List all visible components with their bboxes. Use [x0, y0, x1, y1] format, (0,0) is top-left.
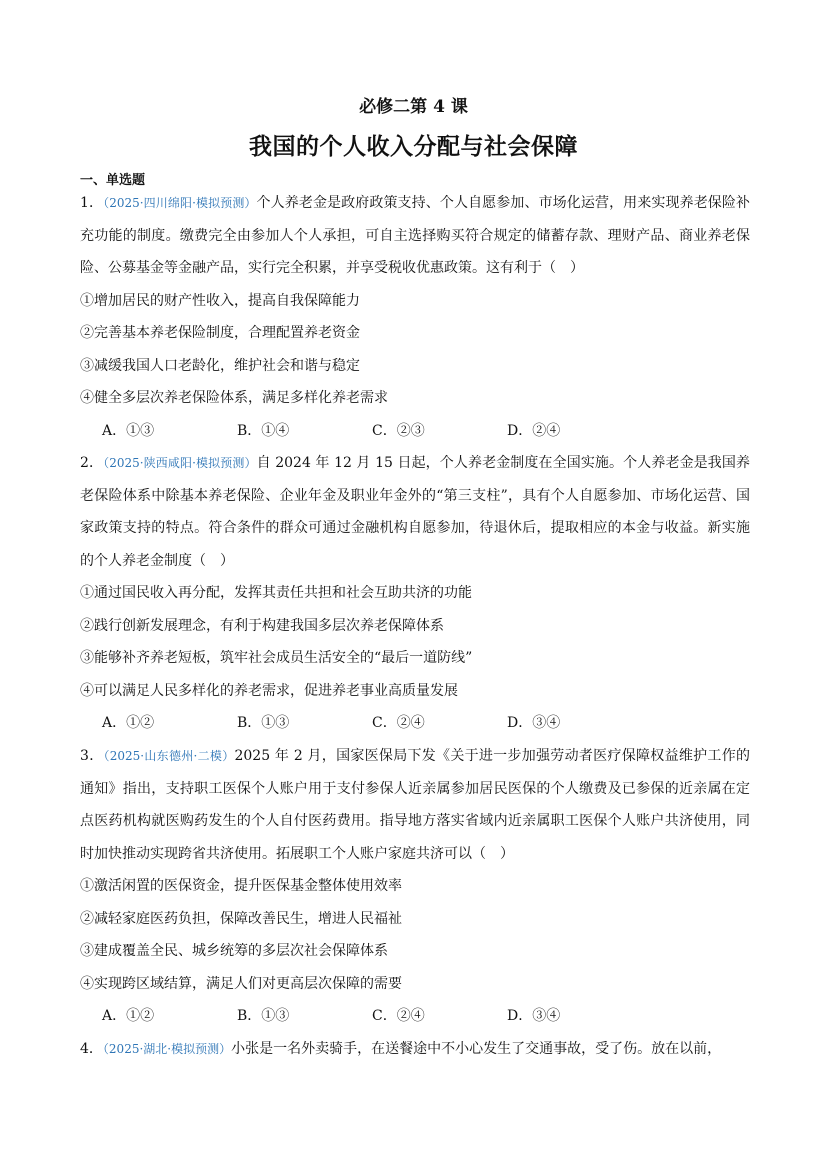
- choice-b: B．①③: [237, 715, 290, 731]
- option-statement: ③能够补齐养老短板，筑牢社会成员生活安全的“最后一道防线”: [80, 650, 473, 666]
- option-statement: ④健全多层次养老保险体系，满足多样化养老需求: [80, 390, 388, 406]
- option-statement: ②完善基本养老保险制度，合理配置养老资金: [80, 325, 360, 341]
- question-source: （2025·四川绵阳·模拟预测）: [103, 196, 257, 210]
- lesson-subtitle: 必修二第 4 课: [359, 97, 468, 117]
- question-stem: [80, 187, 750, 285]
- question-text: 自 2024 年 12 月 15 日起，个人养老金制度在全国实施。个人养老金是我国养老保险体系中除基本养老保险、企业年金及职业年金外的“第三支柱”，具有个人自愿参加、市场化运营、国家政策支持的特点。符合条件的群众可通过金融机构自愿参加，待退休后，提取相应的本金与收益。新实施的个人养老金制度（ ）: [80, 455, 750, 569]
- choice-a: A．①②: [102, 1008, 155, 1024]
- choice-a: A．①②: [102, 715, 155, 731]
- question-stem: [80, 447, 750, 577]
- choice-d: D．②④: [507, 422, 561, 439]
- option-statement: ④可以满足人民多样化的养老需求，促进养老事业高质量发展: [80, 682, 458, 699]
- page-title: 我国的个人收入分配与社会保障: [249, 133, 578, 160]
- question-2: [80, 447, 750, 740]
- question-number: 2．: [80, 455, 104, 471]
- answer-choices: [80, 415, 750, 448]
- option-statement: ①激活闲置的医保资金，提升医保基金整体使用效率: [80, 878, 402, 894]
- question-stem: [80, 740, 750, 870]
- question-source: （2025·陕西咸阳·模拟预测）: [103, 456, 257, 470]
- question-text: 小张是一名外卖骑手，在送餐途中不小心发生了交通事故，受了伤。放在以前，: [231, 1041, 722, 1057]
- choice-b: B．①④: [237, 422, 290, 439]
- question-1: [80, 187, 750, 447]
- option-statement: ②减轻家庭医药负担，保障改善民生，增进人民福祉: [80, 910, 402, 927]
- choice-c: C．②④: [372, 715, 425, 731]
- question-source: （2025·湖北·模拟预测）: [102, 1042, 232, 1056]
- option-statement: ②践行创新发展理念，有利于构建我国多层次养老保障体系: [80, 617, 444, 634]
- choice-a: A．①③: [102, 422, 155, 439]
- question-number: 4．: [80, 1041, 103, 1057]
- choice-d: D．③④: [507, 1008, 561, 1024]
- option-statement: ①增加居民的财产性收入，提高自我保障能力: [80, 292, 360, 309]
- option-statement: ①通过国民收入再分配，发挥其责任共担和社会互助共济的功能: [80, 585, 472, 601]
- answer-choices: [80, 1000, 750, 1033]
- option-statement: ③减缓我国人口老龄化，维护社会和谐与稳定: [80, 357, 360, 374]
- answer-choices: [80, 707, 750, 740]
- question-4: [80, 1033, 750, 1066]
- option-statement: ④实现跨区域结算，满足人们对更高层次保障的需要: [80, 975, 402, 992]
- choice-c: C．②④: [372, 1008, 425, 1024]
- choice-d: D．③④: [507, 715, 561, 731]
- question-number: 3．: [80, 748, 104, 764]
- question-stem: [80, 1033, 750, 1066]
- question-text: 2025 年 2 月，国家医保局下发《关于进一步加强劳动者医疗保障权益维护工作的通知》指出，支持职工医保个人账户用于支付参保人近亲属参加居民医保的个人缴费及已参保的近亲属在定点医药机构就医购药发生的个人自付医药费用。指导地方落实省域内近亲属职工医保个人账户共济使用，同时加快推动实现跨省共济使用。拓展职工个人账户家庭共济可以（ ）: [80, 748, 750, 862]
- option-statement: ③建成覆盖全民、城乡统筹的多层次社会保障体系: [80, 943, 388, 959]
- choice-b: B．①③: [237, 1008, 290, 1024]
- question-source: （2025·山东德州·二模）: [103, 749, 235, 763]
- choice-c: C．②③: [372, 422, 425, 439]
- question-number: 1．: [80, 195, 104, 211]
- question-text: 个人养老金是政府政策支持、个人自愿参加、市场化运营，用来实现养老保险补充功能的制度。缴费完全由参加人个人承担，可自主选择购买符合规定的储蓄存款、理财产品、商业养老保险、公募基金等金融产品，实行完全积累，并享受税收优惠政策。这有利于（ ）: [80, 195, 751, 276]
- question-3: [80, 740, 750, 1033]
- section-heading: 一、单选题: [80, 173, 146, 188]
